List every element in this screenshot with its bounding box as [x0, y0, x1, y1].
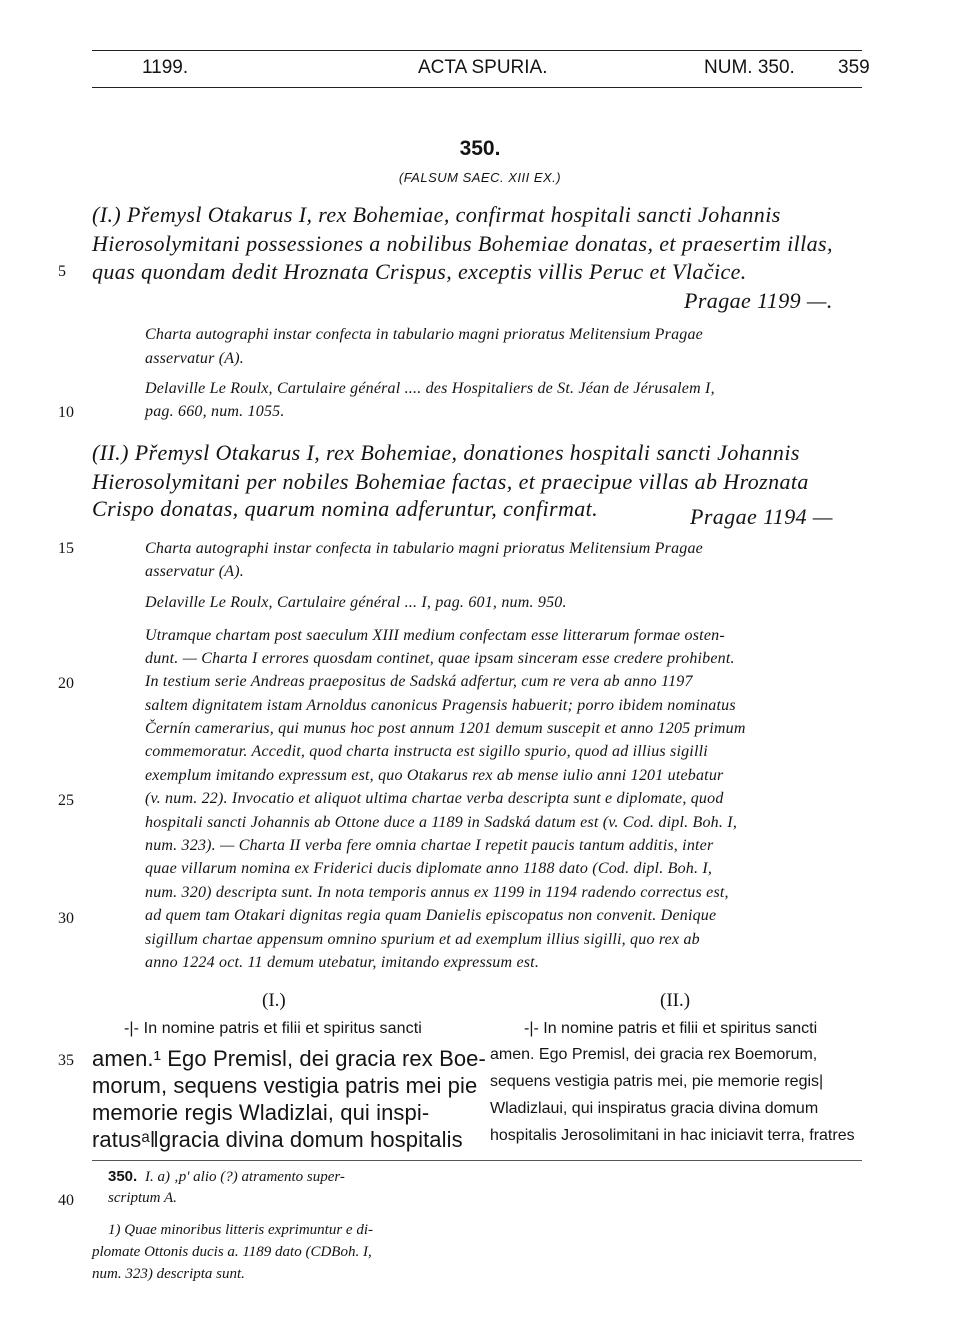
commentary-line: ad quem tam Otakari dignitas regia quam Danielis episcopatus non convenit. Denique	[145, 907, 717, 924]
commentary-line: exemplum imitando expressum est, quo Otakarus rex ab mense iulio anni 1201 utebatur	[145, 767, 724, 784]
charter-line: amen.¹ Ego Premisl, dei gracia rex Boe-	[92, 1046, 486, 1071]
header-page-number: 359	[838, 57, 870, 78]
commentary-line: num. 323). — Charta II verba fere omnia chartae I repetit paucis tantum additis, inter	[145, 837, 714, 854]
commentary-line: sigillum chartae appensum omnino spurium et ad exemplum illius sigilli, quo rex ab	[145, 931, 700, 948]
header-title: ACTA SPURIA.	[418, 57, 548, 78]
footnote-line: plomate Ottonis ducis a. 1189 dato (CDBoh. I,	[92, 1244, 372, 1260]
footnote-ref: 350.	[108, 1168, 138, 1185]
commentary-line: In testium serie Andreas praepositus de Sadská adfertur, cum re vera ab anno 1197	[145, 673, 693, 690]
commentary-line: anno 1224 oct. 11 demum utebatur, imitando expressum est.	[145, 954, 540, 971]
margin-line-number: 10	[58, 404, 74, 421]
charter-line: ratusᵃ‖gracia divina domum hospitalis	[92, 1127, 463, 1152]
charter-line: -|- In nomine patris et filii et spiritus sancti	[524, 1020, 818, 1037]
falsum-note: (FALSUM SAEC. XIII EX.)	[398, 170, 562, 185]
regest-line: Hierosolymitani possessiones a nobilibus Bohemiae donatas, et praesertim illas,	[92, 231, 833, 256]
source-line: asservatur (A).	[145, 350, 244, 367]
header-year: 1199.	[142, 57, 189, 78]
margin-line-number: 25	[58, 792, 74, 809]
footnote-line	[92, 1168, 472, 1190]
charter-line: morum, sequens vestigia patris mei pie	[92, 1073, 478, 1098]
footnote-line: 1) Quae minoribus litteris exprimuntur e di-	[108, 1222, 373, 1238]
commentary-line: hospitali sancti Johannis ab Ottone duce a 1189 in Sadská datum est (v. Cod. dipl. Boh. I,	[145, 814, 738, 831]
charter-line: amen. Ego Premisl, dei gracia rex Boemorum,	[490, 1046, 818, 1063]
footnote-1	[92, 1222, 472, 1288]
margin-line-number: 15	[58, 540, 74, 557]
footnote-rule	[92, 1160, 862, 1161]
header-top-rule	[92, 50, 862, 51]
margin-line-number: 40	[58, 1192, 74, 1209]
date-line: Pragae 1194 —	[690, 504, 833, 529]
regest-line: Crispo donatas, quarum nomina adferuntur, confirmat.	[92, 496, 599, 521]
right-column-heading: (II.)	[660, 990, 691, 1011]
regest-line: (I.) Přemysl Otakarus I, rex Bohemiae, confirmat hospitali sancti Johannis	[92, 202, 781, 227]
footnote-line: num. 323) descripta sunt.	[92, 1266, 245, 1282]
charter-line: hospitalis Jerosolimitani in hac iniciavit terra, fratres	[490, 1127, 855, 1144]
source-line: Charta autographi instar confecta in tabulario magni prioratus Melitensium Pragae	[145, 540, 703, 557]
charter-line: Wladizlaui, qui inspiratus gracia divina domum	[490, 1100, 819, 1117]
date-line: Pragae 1199 —.	[684, 288, 833, 313]
commentary-line: saltem dignitatem istam Arnoldus canonicus Pragensis habuerit; porro ibidem nominatus	[145, 697, 736, 714]
regest-line: (II.) Přemysl Otakarus I, rex Bohemiae, donationes hospitali sancti Johannis	[92, 440, 800, 465]
footnote-text: I. a) ‚p' alio (?) atramento super-	[144, 1169, 345, 1185]
footnote-line: scriptum A.	[108, 1190, 177, 1206]
margin-line-number: 30	[58, 910, 74, 927]
charter-line: sequens vestigia patris mei, pie memorie regis|	[490, 1073, 824, 1090]
charter-line: memorie regis Wladizlai, qui inspi-	[92, 1100, 430, 1125]
source-line: Delaville Le Roulx, Cartulaire général ... I, pag. 601, num. 950.	[145, 594, 567, 611]
source-line: Delaville Le Roulx, Cartulaire général .... des Hospitaliers de St. Jéan de Jérusalem I,	[145, 380, 715, 397]
margin-line-number: 20	[58, 675, 74, 692]
commentary-line: quae villarum nomina ex Friderici ducis diplomate anno 1188 dato (Cod. dipl. Boh. I,	[145, 860, 713, 877]
commentary-line: Utramque chartam post saeculum XIII medium confectam esse litterarum formae osten-	[145, 627, 725, 644]
commentary-line: commemoratur. Accedit, quod charta instructa est sigillo spurio, quod ad illius sigilli	[145, 743, 708, 760]
left-column-heading: (I.)	[262, 990, 286, 1011]
regest-line: Hierosolymitani per nobiles Bohemiae factas, et praecipue villas ab Hroznata	[92, 469, 809, 494]
commentary-line: dunt. — Charta I errores quosdam continet, quae ipsam sinceram esse credere prohibent.	[145, 650, 735, 667]
header-bottom-rule	[92, 87, 862, 88]
running-header	[92, 57, 870, 83]
header-num: NUM. 350.	[704, 57, 795, 78]
footnote-a	[92, 1168, 472, 1212]
regest-line: quas quondam dedit Hroznata Crispus, exceptis villis Peruc et Vlačice.	[92, 259, 747, 284]
margin-line-number: 5	[58, 263, 66, 280]
source-line: pag. 660, num. 1055.	[145, 403, 285, 420]
commentary-line: num. 320) descripta sunt. In nota temporis annus ex 1199 in 1194 radendo correctus est,	[145, 884, 729, 901]
source-line: asservatur (A).	[145, 563, 244, 580]
document-number: 350.	[459, 137, 501, 160]
charter-line: -|- In nomine patris et filii et spiritus sancti	[124, 1020, 422, 1037]
commentary-line: Černín camerarius, qui munus hoc post annum 1201 demum suscepit et anno 1205 primum	[145, 720, 746, 737]
source-line: Charta autographi instar confecta in tabulario magni prioratus Melitensium Pragae	[145, 326, 703, 343]
margin-line-number: 35	[58, 1052, 74, 1069]
commentary-line: (v. num. 22). Invocatio et aliquot ultima chartae verba descripta sunt e diplomate, quod	[145, 790, 724, 807]
charter-text-i	[92, 1020, 486, 1154]
charter-text-ii	[490, 1020, 866, 1154]
